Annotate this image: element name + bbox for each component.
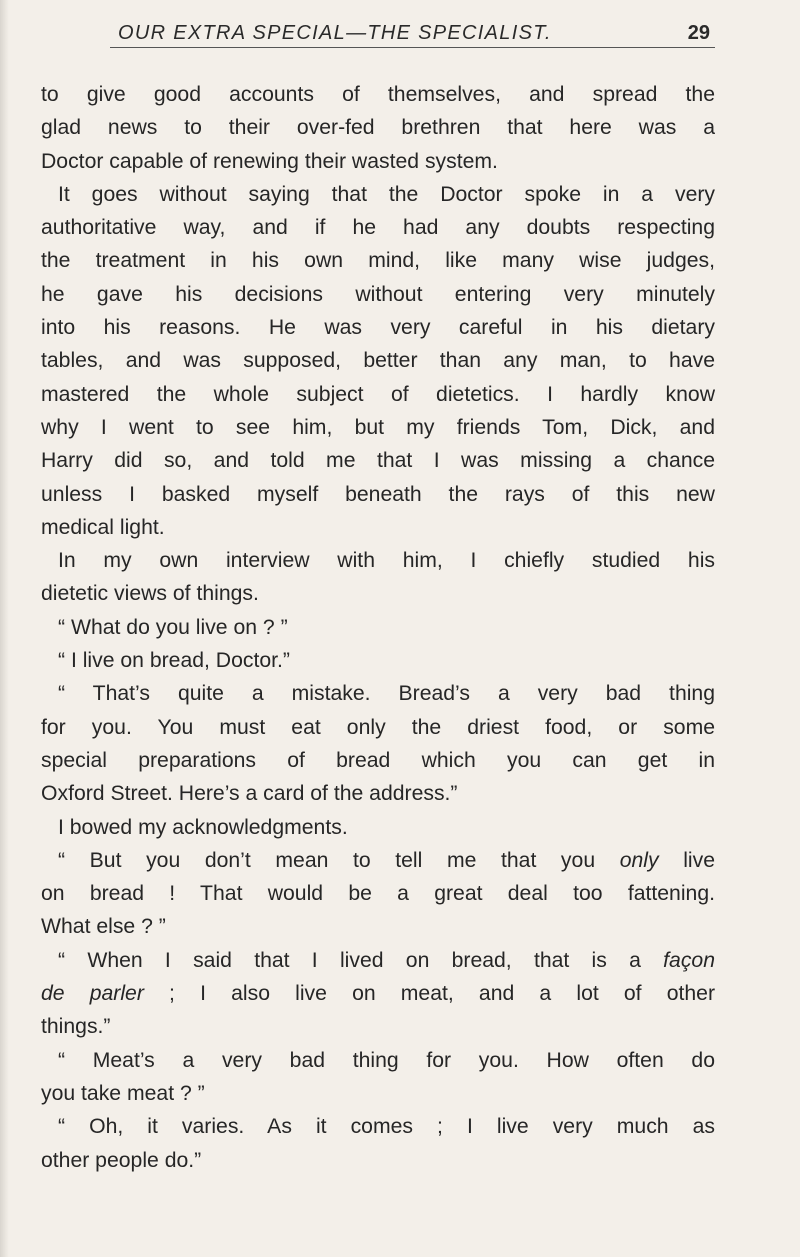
italic-text: de parler: [41, 982, 144, 1006]
text-segment: authoritative way, and if he had any doubts respecting: [41, 216, 715, 240]
body-text: [41, 78, 715, 1177]
text-segment: glad news to their over-fed brethren that here was a: [41, 116, 715, 140]
text-line: [41, 544, 715, 577]
book-gutter-shadow: [0, 0, 9, 1257]
text-segment: for you. You must eat only the driest food, or some: [41, 715, 715, 739]
text-segment: What else ? ”: [41, 915, 166, 939]
text-line: [41, 178, 715, 211]
text-segment: Oxford Street. Here’s a card of the address.”: [41, 782, 458, 806]
text-line: [41, 777, 715, 810]
text-line: [41, 744, 715, 777]
text-line: [41, 611, 715, 644]
text-line: [41, 711, 715, 744]
text-segment: other people do.”: [41, 1148, 202, 1172]
text-line: [41, 577, 715, 610]
text-segment: ; I also live on meat, and a lot of other: [143, 982, 715, 1006]
text-line: [41, 511, 715, 544]
text-line: [41, 944, 715, 977]
text-segment: medical light.: [41, 515, 165, 539]
text-segment: tables, and was supposed, better than any man, to have: [41, 349, 715, 373]
text-line: [41, 244, 715, 277]
text-segment: “ Meat’s a very bad thing for you. How often do: [58, 1048, 715, 1072]
text-segment: “ Oh, it varies. As it comes ; I live very much as: [58, 1115, 715, 1139]
text-segment: Doctor capable of renewing their wasted system.: [41, 149, 498, 173]
text-line: [41, 211, 715, 244]
text-line: [41, 478, 715, 511]
header-rule: [110, 47, 715, 48]
text-segment: to give good accounts of themselves, and spread the: [41, 83, 715, 106]
text-segment: dietetic views of things.: [41, 582, 259, 606]
text-segment: Harry did so, and told me that I was missing a chance: [41, 449, 715, 473]
text-line: [41, 78, 715, 111]
text-line: [41, 811, 715, 844]
text-segment: “ That’s quite a mistake. Bread’s a very bad thing: [58, 682, 715, 706]
text-segment: In my own interview with him, I chiefly studied his: [58, 549, 715, 573]
text-line: [41, 1010, 715, 1043]
text-line: [41, 677, 715, 710]
text-line: [41, 311, 715, 344]
text-segment: “ What do you live on ? ”: [58, 615, 288, 639]
text-segment: he gave his decisions without entering very minutely: [41, 282, 715, 306]
text-line: [41, 111, 715, 144]
italic-text: façon: [663, 948, 715, 972]
text-line: [41, 1144, 715, 1177]
text-line: [41, 444, 715, 477]
text-segment: into his reasons. He was very careful in his dietary: [41, 316, 715, 340]
text-segment: “ I live on bread, Doctor.”: [58, 649, 290, 673]
running-head-title: OUR EXTRA SPECIAL—THE SPECIALIST.: [118, 22, 552, 44]
text-segment: mastered the whole subject of dietetics. I hardly know: [41, 382, 715, 406]
text-segment: “ When I said that I lived on bread, that is a: [58, 948, 664, 972]
text-line: [41, 1077, 715, 1110]
text-segment: live: [658, 848, 715, 872]
text-line: [41, 977, 715, 1010]
text-segment: “ But you don’t mean to tell me that you: [58, 848, 620, 872]
text-line: [41, 378, 715, 411]
text-segment: the treatment in his own mind, like many wise judges,: [41, 249, 715, 273]
italic-text: only: [619, 848, 659, 872]
text-segment: why I went to see him, but my friends Tom, Dick, and: [41, 415, 715, 439]
text-segment: you take meat ? ”: [41, 1081, 205, 1105]
text-line: [41, 1044, 715, 1077]
text-line: [41, 1110, 715, 1143]
text-segment: on bread ! That would be a great deal too fattening.: [41, 882, 715, 906]
text-segment: It goes without saying that the Doctor spoke in a very: [58, 182, 715, 206]
text-line: [41, 644, 715, 677]
text-line: [41, 411, 715, 444]
text-segment: I bowed my acknowledgments.: [58, 815, 348, 839]
text-segment: special preparations of bread which you can get in: [41, 748, 715, 772]
text-line: [41, 344, 715, 377]
text-line: [41, 278, 715, 311]
text-line: [41, 877, 715, 910]
text-segment: unless I basked myself beneath the rays of this new: [41, 482, 715, 506]
text-segment: things.”: [41, 1015, 111, 1039]
text-line: [41, 844, 715, 877]
text-line: [41, 145, 715, 178]
page-number: 29: [687, 22, 710, 44]
text-line: [41, 910, 715, 943]
page-header: [118, 22, 710, 46]
